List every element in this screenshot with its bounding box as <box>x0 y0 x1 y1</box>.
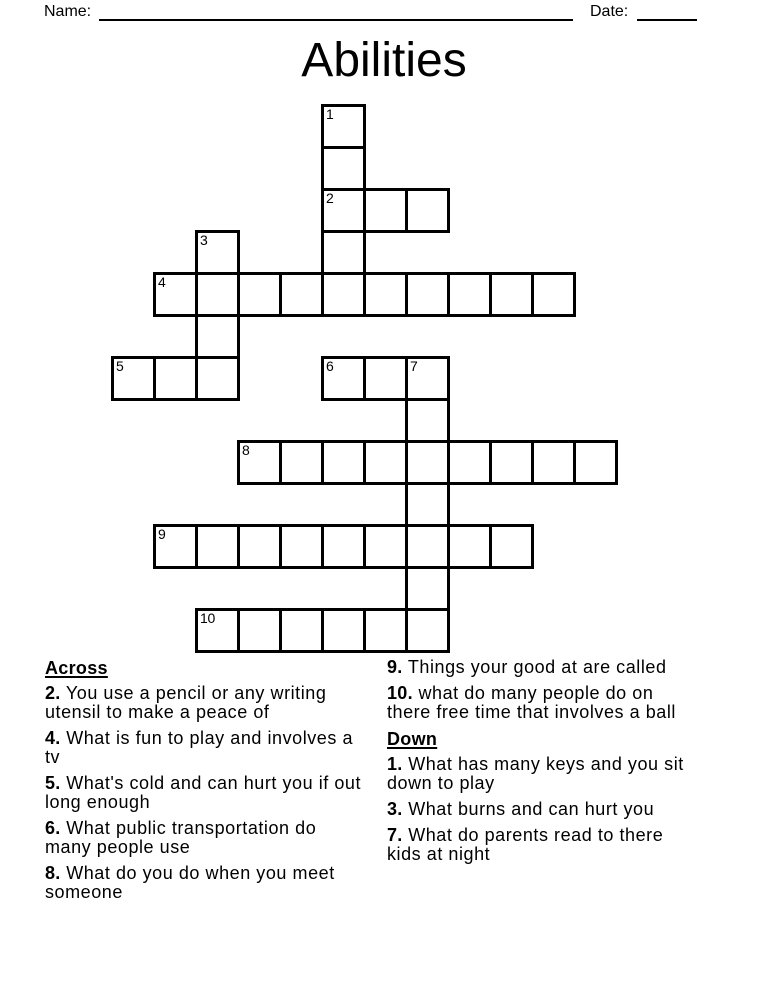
grid-cell[interactable] <box>195 314 240 359</box>
grid-cell[interactable] <box>279 524 324 569</box>
down-heading: Down <box>387 729 438 749</box>
grid-cell[interactable] <box>531 440 576 485</box>
cell-number: 6 <box>326 358 334 374</box>
cell-number: 9 <box>158 526 166 542</box>
clue-text: What do parents read to there kids at night <box>387 825 664 864</box>
date-label: Date: <box>590 3 629 20</box>
clue-2-across <box>45 684 363 722</box>
grid-cell[interactable] <box>279 272 324 317</box>
grid-cell[interactable] <box>489 272 534 317</box>
grid-cell-2[interactable] <box>321 188 366 233</box>
clue-6-across <box>45 819 363 857</box>
grid-cell[interactable] <box>321 230 366 275</box>
grid-cell-5[interactable] <box>111 356 156 401</box>
grid-cell[interactable] <box>321 146 366 191</box>
clue-text: What do you do when you meet someone <box>45 863 335 902</box>
grid-cell-4[interactable] <box>153 272 198 317</box>
cell-number: 10 <box>200 610 215 626</box>
grid-cell[interactable] <box>321 272 366 317</box>
clue-3-down <box>387 800 699 819</box>
grid-cell[interactable] <box>195 524 240 569</box>
grid-cell[interactable] <box>237 608 282 653</box>
grid-cell[interactable] <box>405 440 450 485</box>
cell-number: 5 <box>116 358 124 374</box>
clue-7-down <box>387 826 699 864</box>
cell-number: 4 <box>158 274 166 290</box>
clue-number: 5. <box>45 773 61 793</box>
grid-cell-9[interactable] <box>153 524 198 569</box>
grid-cell[interactable] <box>321 524 366 569</box>
grid-cell[interactable] <box>405 398 450 443</box>
clue-8-across <box>45 864 363 902</box>
grid-cell[interactable] <box>195 356 240 401</box>
grid-cell[interactable] <box>531 272 576 317</box>
grid-cell[interactable] <box>363 188 408 233</box>
clue-text: You use a pencil or any writing utensil to make a peace of <box>45 683 327 722</box>
grid-cell[interactable] <box>489 440 534 485</box>
grid-cell[interactable] <box>237 272 282 317</box>
cell-number: 1 <box>326 106 334 122</box>
grid-cell-7[interactable] <box>405 356 450 401</box>
clue-text: What public transportation do many people use <box>45 818 317 857</box>
clue-number: 8. <box>45 863 61 883</box>
across-clues-column <box>45 658 363 909</box>
clue-number: 10. <box>387 683 413 703</box>
grid-cell-10[interactable] <box>195 608 240 653</box>
grid-cell[interactable] <box>405 188 450 233</box>
grid-cell[interactable] <box>489 524 534 569</box>
grid-cell[interactable] <box>405 566 450 611</box>
grid-cell[interactable] <box>279 440 324 485</box>
clue-text: Things your good at are called <box>407 657 667 677</box>
grid-cell[interactable] <box>405 524 450 569</box>
cell-number: 8 <box>242 442 250 458</box>
clue-5-across <box>45 774 363 812</box>
clue-text: what do many people do on there free time that involves a ball <box>387 683 676 722</box>
grid-cell[interactable] <box>195 272 240 317</box>
puzzle-title: Abilities <box>301 34 467 87</box>
grid-cell[interactable] <box>279 608 324 653</box>
name-fill-line[interactable] <box>99 0 573 21</box>
grid-cell-1[interactable] <box>321 104 366 149</box>
clue-number: 6. <box>45 818 61 838</box>
grid-cell[interactable] <box>573 440 618 485</box>
cell-number: 3 <box>200 232 208 248</box>
grid-cell[interactable] <box>405 608 450 653</box>
clue-number: 2. <box>45 683 61 703</box>
grid-cell[interactable] <box>363 272 408 317</box>
grid-cell[interactable] <box>447 272 492 317</box>
clue-text: What burns and can hurt you <box>408 799 655 819</box>
cell-number: 2 <box>326 190 334 206</box>
grid-cell[interactable] <box>363 356 408 401</box>
grid-cell-3[interactable] <box>195 230 240 275</box>
grid-cell[interactable] <box>405 482 450 527</box>
grid-cell-6[interactable] <box>321 356 366 401</box>
clue-number: 7. <box>387 825 403 845</box>
grid-cell[interactable] <box>363 608 408 653</box>
clue-text: What's cold and can hurt you if out long enough <box>45 773 362 812</box>
clue-number: 1. <box>387 754 403 774</box>
grid-cell[interactable] <box>363 524 408 569</box>
grid-cell[interactable] <box>153 356 198 401</box>
crossword-grid <box>111 104 618 653</box>
grid-cell[interactable] <box>447 440 492 485</box>
grid-cell[interactable] <box>447 524 492 569</box>
clue-number: 4. <box>45 728 61 748</box>
grid-cell[interactable] <box>321 608 366 653</box>
grid-cell-8[interactable] <box>237 440 282 485</box>
name-label: Name: <box>44 3 92 20</box>
clue-text: What is fun to play and involves a tv <box>45 728 354 767</box>
grid-cell[interactable] <box>405 272 450 317</box>
grid-cell[interactable] <box>363 440 408 485</box>
clue-1-down <box>387 755 699 793</box>
date-fill-line[interactable] <box>637 0 697 21</box>
clue-4-across <box>45 729 363 767</box>
clue-text: What has many keys and you sit down to play <box>387 754 684 793</box>
grid-cell[interactable] <box>237 524 282 569</box>
down-clues-column <box>387 658 699 871</box>
clue-10-across <box>387 684 699 722</box>
clue-9-across <box>387 658 699 677</box>
clue-number: 3. <box>387 799 403 819</box>
grid-cell[interactable] <box>321 440 366 485</box>
across-heading: Across <box>45 658 108 678</box>
clue-number: 9. <box>387 657 403 677</box>
cell-number: 7 <box>410 358 418 374</box>
